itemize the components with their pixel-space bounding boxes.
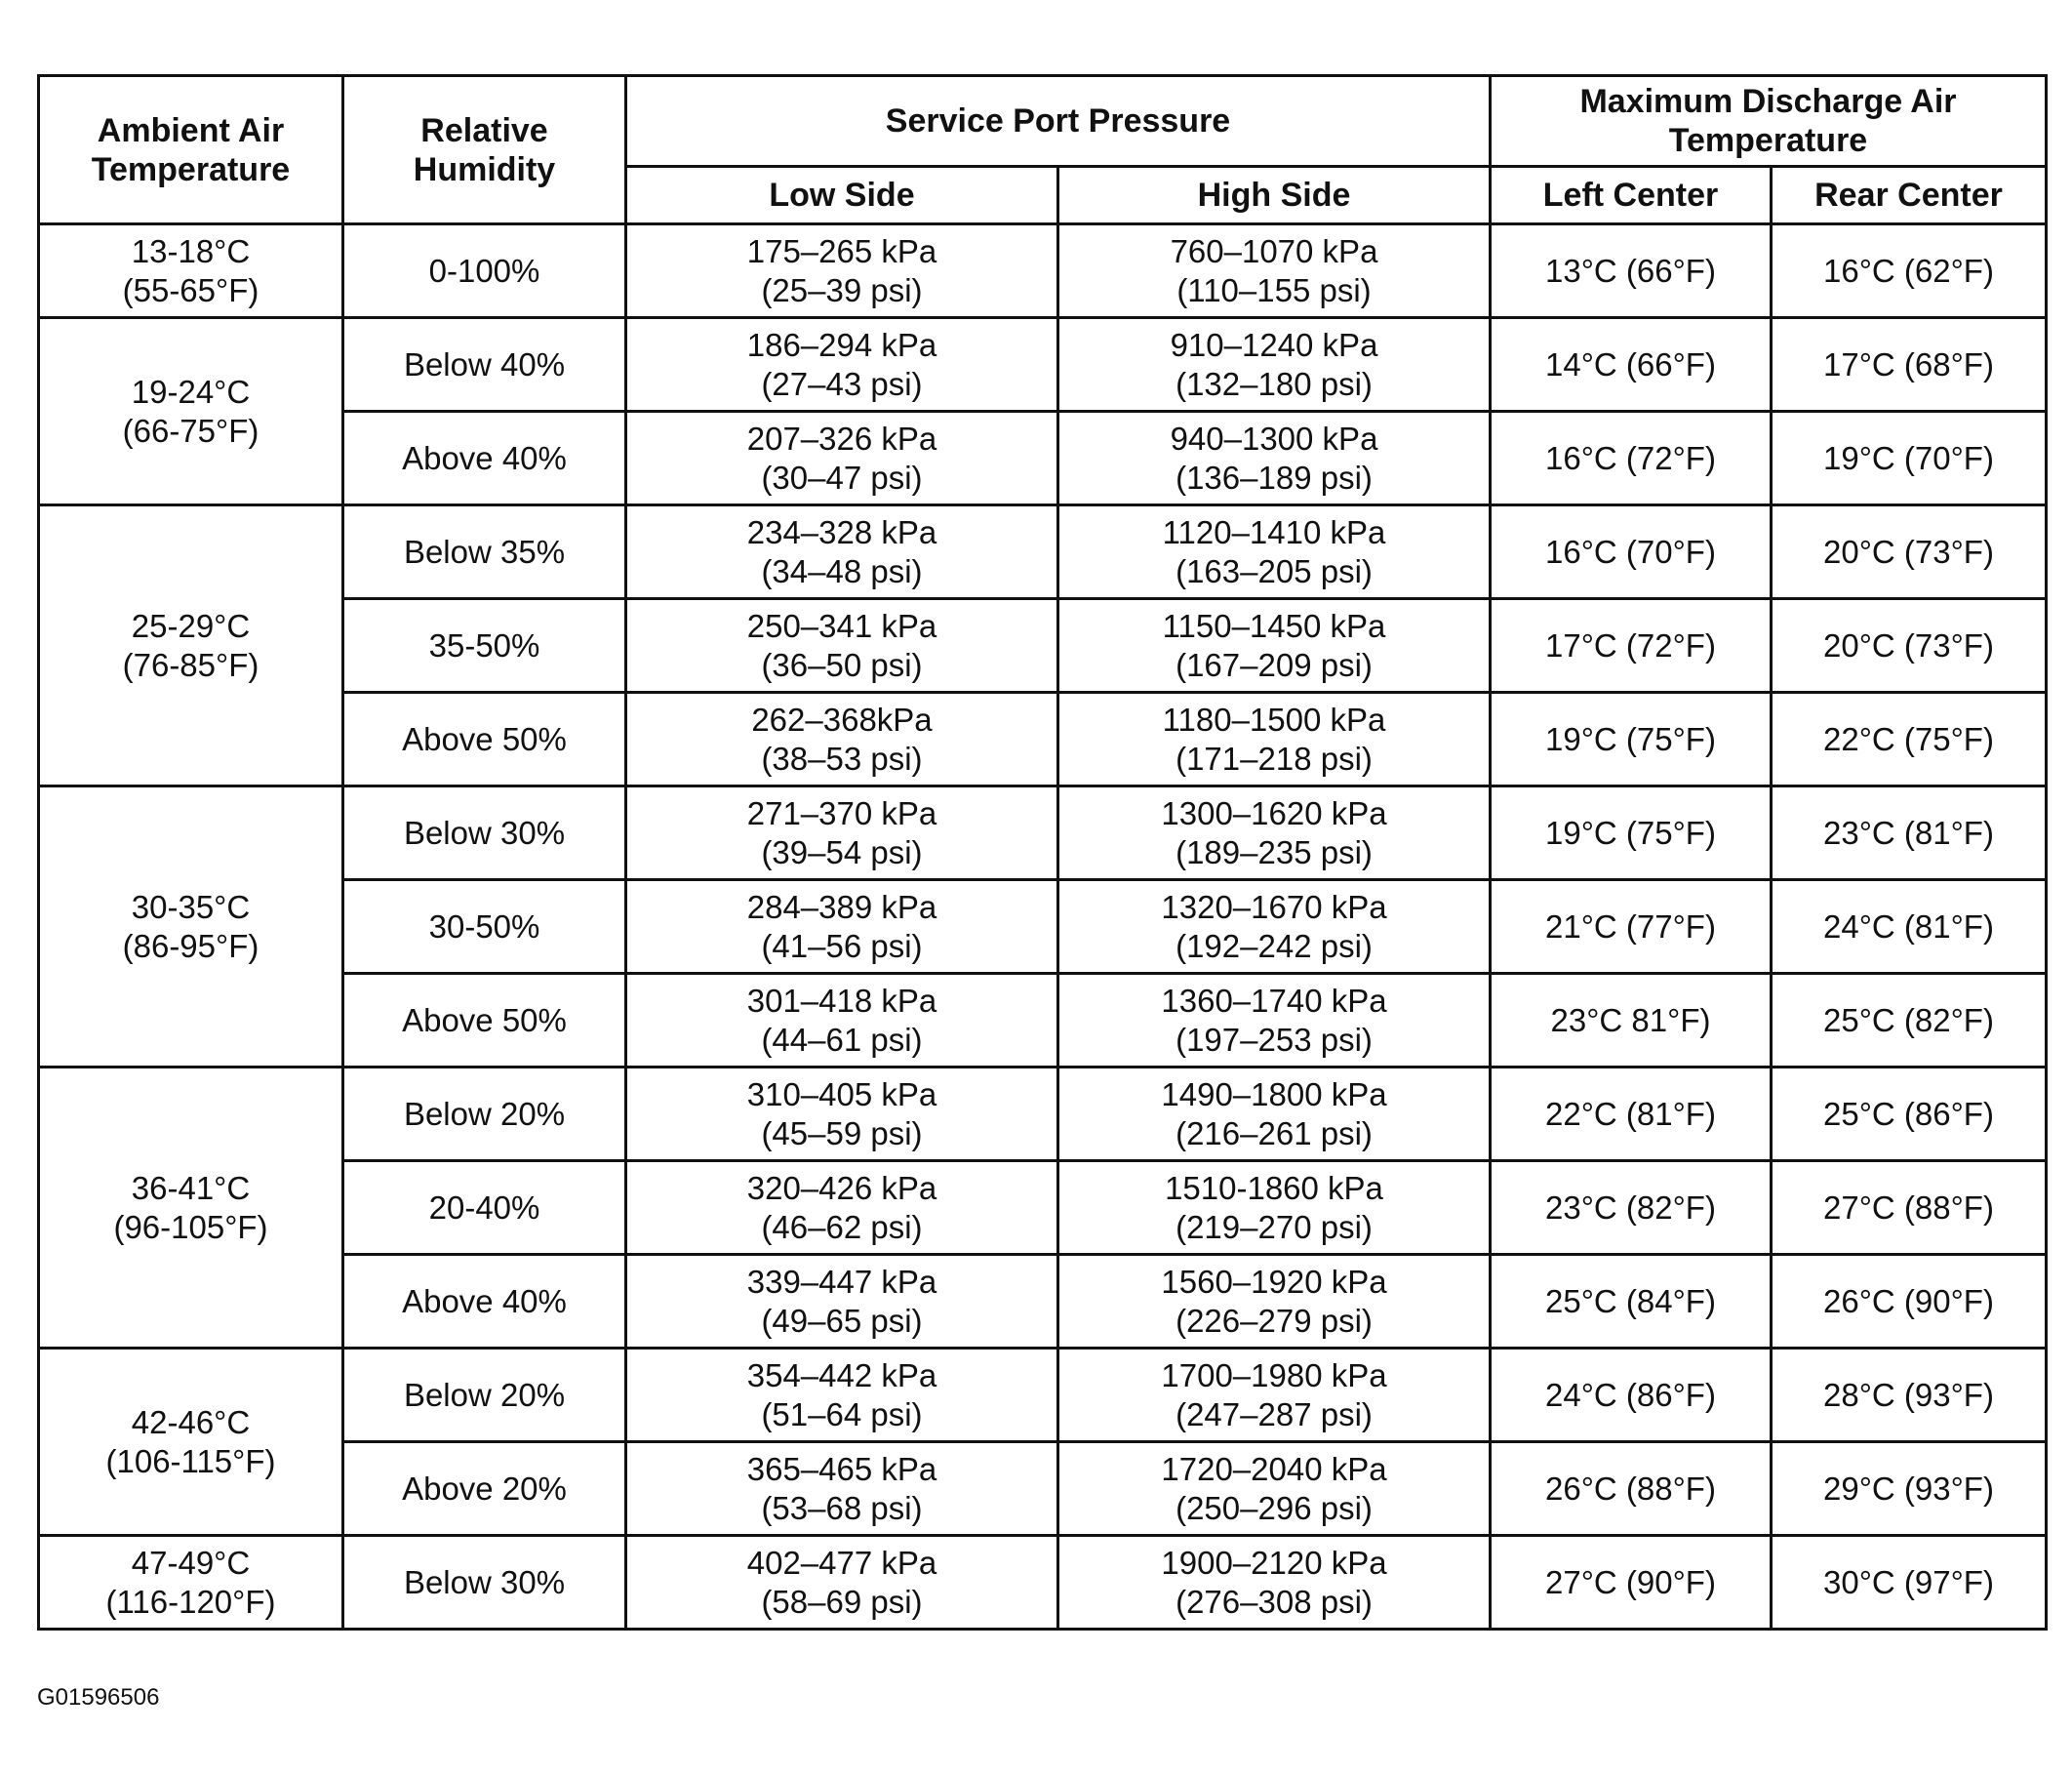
table-row <box>39 318 2047 412</box>
header-ambient-air-temperature <box>39 76 343 224</box>
low-side-pressure-cell <box>626 1161 1058 1255</box>
low-side-pressure-cell <box>626 599 1058 693</box>
ambient-temperature-cell <box>39 505 343 786</box>
low-side-pressure-cell <box>626 1442 1058 1536</box>
rear-center-temperature-cell: 29°C (93°F) <box>1772 1442 2047 1536</box>
pressure-psi: (189–235 psi) <box>1175 833 1373 870</box>
high-side-pressure-cell <box>1058 224 1491 318</box>
pressure-kpa: 1300–1620 kPa <box>1161 794 1387 831</box>
ac-performance-table <box>37 74 2048 1631</box>
rear-center-temperature-cell: 20°C (73°F) <box>1772 505 2047 599</box>
header-max-discharge-line2: Temperature <box>1668 122 1868 159</box>
pressure-kpa: 1120–1410 kPa <box>1162 513 1386 550</box>
pressure-kpa: 175–265 kPa <box>746 232 937 269</box>
low-side-pressure-cell <box>626 1068 1058 1161</box>
figure-id: G01596506 <box>37 1684 160 1711</box>
high-side-pressure-cell <box>1058 974 1491 1068</box>
rear-center-temperature-cell: 25°C (86°F) <box>1772 1068 2047 1161</box>
left-center-temperature-cell: 23°C 81°F) <box>1491 974 1772 1068</box>
low-side-pressure-cell <box>626 224 1058 318</box>
pressure-psi: (44–61 psi) <box>761 1021 923 1058</box>
high-side-pressure-cell <box>1058 412 1491 505</box>
table-row <box>39 786 2047 880</box>
pressure-psi: (110–155 psi) <box>1176 271 1372 308</box>
left-center-temperature-cell: 27°C (90°F) <box>1491 1536 1772 1630</box>
relative-humidity-cell: Below 40% <box>343 318 626 412</box>
relative-humidity-cell: Above 40% <box>343 412 626 505</box>
pressure-psi: (250–296 psi) <box>1175 1489 1373 1526</box>
pressure-psi: (197–253 psi) <box>1175 1021 1373 1058</box>
pressure-kpa: 1490–1800 kPa <box>1161 1075 1387 1112</box>
pressure-psi: (49–65 psi) <box>761 1302 923 1339</box>
left-center-temperature-cell: 19°C (75°F) <box>1491 693 1772 786</box>
left-center-temperature-cell: 24°C (86°F) <box>1491 1349 1772 1442</box>
relative-humidity-cell: Above 50% <box>343 974 626 1068</box>
table-row <box>39 1068 2047 1161</box>
pressure-kpa: 207–326 kPa <box>746 420 937 457</box>
pressure-kpa: 271–370 kPa <box>746 794 937 831</box>
pressure-kpa: 402–477 kPa <box>746 1544 937 1581</box>
high-side-pressure-cell <box>1058 599 1491 693</box>
ambient-temperature-line: 19-24°C <box>131 373 251 410</box>
rear-center-temperature-cell: 28°C (93°F) <box>1772 1349 2047 1442</box>
relative-humidity-cell: Above 20% <box>343 1442 626 1536</box>
low-side-pressure-cell <box>626 505 1058 599</box>
table-row <box>39 1536 2047 1630</box>
header-max-discharge-air-temperature <box>1491 76 2047 167</box>
relative-humidity-cell: Above 50% <box>343 693 626 786</box>
header-humidity-line2: Humidity <box>413 150 556 188</box>
rear-center-temperature-cell: 25°C (82°F) <box>1772 974 2047 1068</box>
relative-humidity-cell: 30-50% <box>343 880 626 974</box>
table-row <box>39 505 2047 599</box>
table-body <box>39 224 2047 1630</box>
pressure-psi: (171–218 psi) <box>1175 740 1373 777</box>
pressure-kpa: 310–405 kPa <box>746 1075 937 1112</box>
rear-center-temperature-cell: 20°C (73°F) <box>1772 599 2047 693</box>
rear-center-temperature-cell: 27°C (88°F) <box>1772 1161 2047 1255</box>
header-ambient-line1: Ambient Air <box>97 111 285 149</box>
low-side-pressure-cell <box>626 412 1058 505</box>
ambient-temperature-cell <box>39 1349 343 1536</box>
pressure-kpa: 1900–2120 kPa <box>1161 1544 1387 1581</box>
ambient-temperature-line: 25-29°C <box>131 607 251 644</box>
pressure-kpa: 354–442 kPa <box>746 1356 937 1393</box>
high-side-pressure-cell <box>1058 1255 1491 1349</box>
low-side-pressure-cell <box>626 693 1058 786</box>
table-row <box>39 224 2047 318</box>
left-center-temperature-cell: 22°C (81°F) <box>1491 1068 1772 1161</box>
pressure-kpa: 365–465 kPa <box>746 1450 937 1487</box>
pressure-kpa: 250–341 kPa <box>746 607 937 644</box>
pressure-kpa: 234–328 kPa <box>746 513 937 550</box>
pressure-kpa: 284–389 kPa <box>746 888 937 925</box>
left-center-temperature-cell: 19°C (75°F) <box>1491 786 1772 880</box>
high-side-pressure-cell <box>1058 318 1491 412</box>
pressure-kpa: 1700–1980 kPa <box>1161 1356 1387 1393</box>
pressure-psi: (167–209 psi) <box>1175 646 1373 683</box>
pressure-kpa: 301–418 kPa <box>746 982 937 1019</box>
relative-humidity-cell: Below 30% <box>343 1536 626 1630</box>
ambient-temperature-line: 30-35°C <box>131 888 251 925</box>
left-center-temperature-cell: 14°C (66°F) <box>1491 318 1772 412</box>
pressure-psi: (39–54 psi) <box>761 833 923 870</box>
relative-humidity-cell: 35-50% <box>343 599 626 693</box>
header-low-side: Low Side <box>626 167 1058 224</box>
low-side-pressure-cell <box>626 318 1058 412</box>
left-center-temperature-cell: 13°C (66°F) <box>1491 224 1772 318</box>
ambient-temperature-line: (106-115°F) <box>105 1442 276 1479</box>
high-side-pressure-cell <box>1058 1161 1491 1255</box>
high-side-pressure-cell <box>1058 1068 1491 1161</box>
ambient-temperature-line: (55-65°F) <box>122 271 259 308</box>
rear-center-temperature-cell: 24°C (81°F) <box>1772 880 2047 974</box>
rear-center-temperature-cell: 30°C (97°F) <box>1772 1536 2047 1630</box>
ambient-temperature-cell <box>39 1536 343 1630</box>
rear-center-temperature-cell: 16°C (62°F) <box>1772 224 2047 318</box>
high-side-pressure-cell <box>1058 880 1491 974</box>
pressure-kpa: 1720–2040 kPa <box>1161 1450 1387 1487</box>
pressure-psi: (25–39 psi) <box>761 271 923 308</box>
high-side-pressure-cell <box>1058 786 1491 880</box>
pressure-kpa: 1150–1450 kPa <box>1162 607 1386 644</box>
pressure-psi: (36–50 psi) <box>761 646 923 683</box>
ambient-temperature-line: 42-46°C <box>131 1403 251 1440</box>
ambient-temperature-line: 13-18°C <box>131 232 251 269</box>
high-side-pressure-cell <box>1058 1349 1491 1442</box>
pressure-psi: (247–287 psi) <box>1175 1395 1373 1432</box>
ambient-temperature-line: 47-49°C <box>131 1544 251 1581</box>
pressure-psi: (216–261 psi) <box>1175 1114 1373 1151</box>
pressure-psi: (219–270 psi) <box>1175 1208 1373 1245</box>
header-high-side: High Side <box>1058 167 1491 224</box>
pressure-kpa: 940–1300 kPa <box>1170 420 1378 457</box>
pressure-kpa: 186–294 kPa <box>746 326 937 363</box>
low-side-pressure-cell <box>626 880 1058 974</box>
pressure-psi: (276–308 psi) <box>1175 1583 1373 1620</box>
pressure-psi: (45–59 psi) <box>761 1114 923 1151</box>
left-center-temperature-cell: 21°C (77°F) <box>1491 880 1772 974</box>
relative-humidity-cell: Below 30% <box>343 786 626 880</box>
table-row <box>39 1349 2047 1442</box>
ambient-temperature-line: (96-105°F) <box>113 1208 268 1245</box>
pressure-kpa: 320–426 kPa <box>746 1169 937 1206</box>
pressure-kpa: 910–1240 kPa <box>1170 326 1378 363</box>
ambient-temperature-cell <box>39 786 343 1068</box>
left-center-temperature-cell: 17°C (72°F) <box>1491 599 1772 693</box>
header-ambient-line2: Temperature <box>91 150 291 188</box>
ambient-temperature-cell <box>39 224 343 318</box>
relative-humidity-cell: Below 35% <box>343 505 626 599</box>
pressure-psi: (53–68 psi) <box>761 1489 923 1526</box>
pressure-kpa: 1560–1920 kPa <box>1161 1263 1387 1300</box>
pressure-kpa: 1320–1670 kPa <box>1161 888 1387 925</box>
pressure-psi: (163–205 psi) <box>1175 552 1373 589</box>
rear-center-temperature-cell: 22°C (75°F) <box>1772 693 2047 786</box>
pressure-psi: (192–242 psi) <box>1175 927 1373 964</box>
pressure-psi: (30–47 psi) <box>761 459 923 496</box>
low-side-pressure-cell <box>626 1255 1058 1349</box>
left-center-temperature-cell: 25°C (84°F) <box>1491 1255 1772 1349</box>
header-relative-humidity <box>343 76 626 224</box>
ambient-temperature-cell <box>39 318 343 505</box>
pressure-kpa: 1180–1500 kPa <box>1162 701 1386 738</box>
ambient-temperature-line: (116-120°F) <box>105 1583 276 1620</box>
pressure-psi: (46–62 psi) <box>761 1208 923 1245</box>
performance-table-container <box>37 74 2045 1631</box>
ambient-temperature-line: (76-85°F) <box>122 646 259 683</box>
high-side-pressure-cell <box>1058 693 1491 786</box>
relative-humidity-cell: Below 20% <box>343 1068 626 1161</box>
left-center-temperature-cell: 16°C (72°F) <box>1491 412 1772 505</box>
rear-center-temperature-cell: 23°C (81°F) <box>1772 786 2047 880</box>
left-center-temperature-cell: 16°C (70°F) <box>1491 505 1772 599</box>
relative-humidity-cell: Below 20% <box>343 1349 626 1442</box>
header-max-discharge-line1: Maximum Discharge Air <box>1579 83 1957 120</box>
pressure-psi: (41–56 psi) <box>761 927 923 964</box>
pressure-psi: (58–69 psi) <box>761 1583 923 1620</box>
left-center-temperature-cell: 23°C (82°F) <box>1491 1161 1772 1255</box>
header-service-port-pressure: Service Port Pressure <box>626 76 1491 167</box>
ambient-temperature-line: (66-75°F) <box>122 412 259 449</box>
header-rear-center: Rear Center <box>1772 167 2047 224</box>
low-side-pressure-cell <box>626 974 1058 1068</box>
pressure-psi: (34–48 psi) <box>761 552 923 589</box>
pressure-psi: (51–64 psi) <box>761 1395 923 1432</box>
left-center-temperature-cell: 26°C (88°F) <box>1491 1442 1772 1536</box>
high-side-pressure-cell <box>1058 1442 1491 1536</box>
high-side-pressure-cell <box>1058 505 1491 599</box>
pressure-psi: (226–279 psi) <box>1175 1302 1373 1339</box>
low-side-pressure-cell <box>626 786 1058 880</box>
low-side-pressure-cell <box>626 1536 1058 1630</box>
relative-humidity-cell: 0-100% <box>343 224 626 318</box>
ambient-temperature-cell <box>39 1068 343 1349</box>
pressure-psi: (136–189 psi) <box>1175 459 1373 496</box>
pressure-kpa: 262–368kPa <box>751 701 933 738</box>
ambient-temperature-line: (86-95°F) <box>122 927 259 964</box>
relative-humidity-cell: Above 40% <box>343 1255 626 1349</box>
pressure-kpa: 339–447 kPa <box>746 1263 937 1300</box>
pressure-kpa: 1510-1860 kPa <box>1165 1169 1383 1206</box>
pressure-psi: (38–53 psi) <box>761 740 923 777</box>
relative-humidity-cell: 20-40% <box>343 1161 626 1255</box>
rear-center-temperature-cell: 17°C (68°F) <box>1772 318 2047 412</box>
rear-center-temperature-cell: 19°C (70°F) <box>1772 412 2047 505</box>
header-humidity-line1: Relative <box>420 111 548 149</box>
low-side-pressure-cell <box>626 1349 1058 1442</box>
pressure-kpa: 760–1070 kPa <box>1170 232 1378 269</box>
pressure-psi: (132–180 psi) <box>1175 365 1373 402</box>
header-left-center: Left Center <box>1491 167 1772 224</box>
rear-center-temperature-cell: 26°C (90°F) <box>1772 1255 2047 1349</box>
pressure-kpa: 1360–1740 kPa <box>1161 982 1387 1019</box>
high-side-pressure-cell <box>1058 1536 1491 1630</box>
ambient-temperature-line: 36-41°C <box>131 1169 251 1206</box>
pressure-psi: (27–43 psi) <box>761 365 923 402</box>
